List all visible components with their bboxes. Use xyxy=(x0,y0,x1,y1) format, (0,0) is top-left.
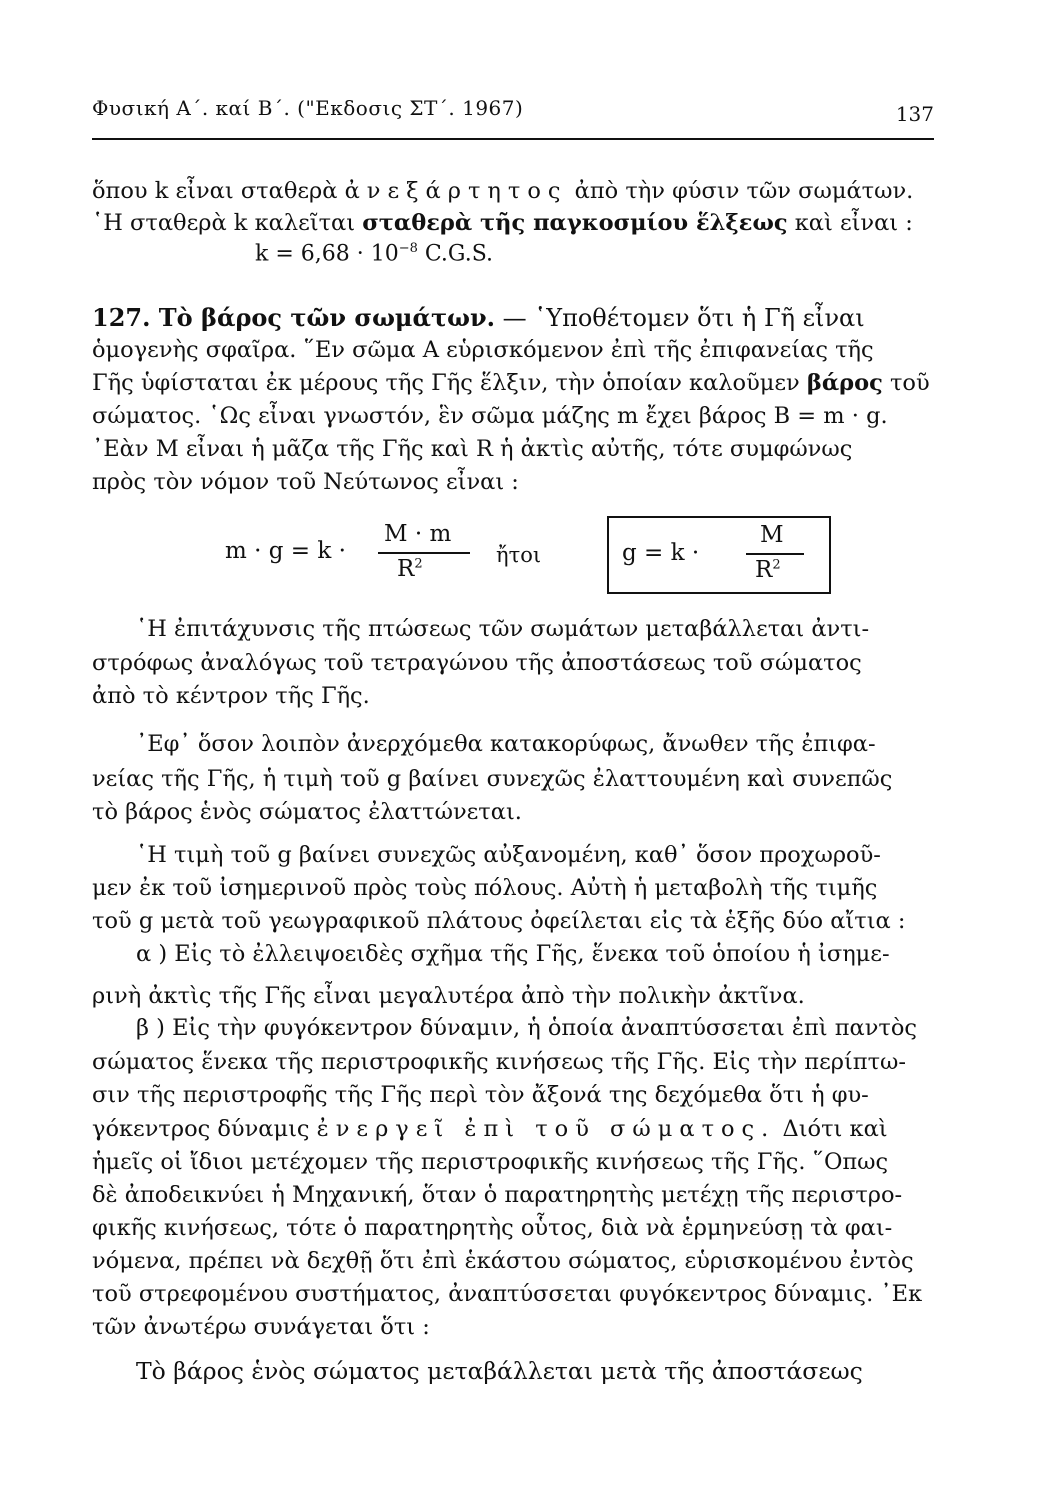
page-number: 137 xyxy=(895,102,934,126)
text-line: νόμενα, πρέπει νὰ δεχθῇ ὅτι ἐπὶ ἑκάστου σώματος, εὑρισκομένου ἐντὸς xyxy=(92,1248,914,1274)
formula-lhs: m · g = k · xyxy=(225,538,346,564)
text-line: μεν ἐκ τοῦ ἰσημερινοῦ πρὸς τοὺς πόλους. Αὐτὴ ἡ μεταβολὴ τῆς τιμῆς xyxy=(92,875,878,901)
emphasized-phrase: ἐνεργεῖ ἐπὶ τοῦ σώματος. xyxy=(316,1116,776,1142)
bold-term: βάρος xyxy=(806,370,883,396)
text-line: φικῆς κινήσεως, τότε ὁ παρατηρητὴς οὗτος, διὰ νὰ ἑρμηνεύσῃ τὰ φαι- xyxy=(92,1215,893,1241)
text-line: ῾Η ἐπιτάχυνσις τῆς πτώσεως τῶν σωμάτων μεταβάλλεται ἀντι- xyxy=(136,616,870,642)
list-item: α ) Εἰς τὸ ἐλλειψοειδὲς σχῆμα τῆς Γῆς, ἕνεκα τοῦ ὁποίου ἡ ἰσημε- xyxy=(136,941,890,967)
text-line: ρινὴ ἀκτὶς τῆς Γῆς εἶναι μεγαλυτέρα ἀπὸ τὴν πολικὴν ἀκτῖνα. xyxy=(92,983,805,1009)
fraction-denominator: $R^2$ xyxy=(397,556,423,582)
text-line: σιν τῆς περιστροφῆς τῆς Γῆς περὶ τὸν ἄξονά της δεχόμεθα ὅτι ἡ φυ- xyxy=(92,1082,869,1108)
formula-connector: ἤτοι xyxy=(496,543,542,567)
text-line: Τὸ βάρος ἑνὸς σώματος μεταβάλλεται μετὰ τῆς ἀποστάσεως xyxy=(136,1357,863,1385)
text-line: ὅπου k εἶναι σταθερὰ ἀνεξάρτητος ἀπὸ τὴν φύσιν τῶν σωμάτων. xyxy=(92,178,914,204)
text-line: τοῦ g μετὰ τοῦ γεωγραφικοῦ πλάτους ὀφείλεται εἰς τὰ ἑξῆς δύο αἴτια : xyxy=(92,908,906,934)
header-title: Φυσική Α΄. καί Β΄. ("Εκδοσις ΣΤ΄. 1967) xyxy=(92,96,524,120)
text-line: ἡμεῖς οἱ ἴδιοι μετέχομεν τῆς περιστροφικῆς κινήσεως τῆς Γῆς. ῞Οπως xyxy=(92,1149,889,1175)
text-line: ᾿Εὰν Μ εἶναι ἡ μᾶζα τῆς Γῆς καὶ R ἡ ἀκτὶς αὐτῆς, τότε συμφώνως xyxy=(92,436,853,462)
gravitational-constant-formula: $k = 6,68 \cdot 10^{-8}$ C.G.S. xyxy=(255,241,493,267)
text-line: τῶν ἀνωτέρω συνάγεται ὅτι : xyxy=(92,1314,430,1340)
boxed-fraction-denominator: $R^2$ xyxy=(755,557,781,583)
bold-term: σταθερὰ τῆς παγκοσμίου ἕλξεως xyxy=(362,210,788,236)
text-line: στρόφως ἀναλόγως τοῦ τετραγώνου τῆς ἀποστάσεως τοῦ σώματος xyxy=(92,650,862,676)
text-line: νείας τῆς Γῆς, ἡ τιμὴ τοῦ g βαίνει συνεχῶς ἐλαττουμένη καὶ συνεπῶς xyxy=(92,766,893,792)
text-line: ῾Η τιμὴ τοῦ g βαίνει συνεχῶς αὐξανομένη, καθ᾿ ὅσον προχωροῦ- xyxy=(136,842,881,868)
text-line: ᾿Εφ᾿ ὅσον λοιπὸν ἀνερχόμεθα κατακορύφως, ἄνωθεν τῆς ἐπιφα- xyxy=(136,731,876,757)
fraction-numerator: M · m xyxy=(384,521,452,547)
text-line: πρὸς τὸν νόμον τοῦ Νεύτωνος εἶναι : xyxy=(92,469,519,495)
boxed-fraction-numerator: M xyxy=(760,522,784,548)
text-line: ἀπὸ τὸ κέντρον τῆς Γῆς. xyxy=(92,683,370,709)
section-title: 127. Τὸ βάρος τῶν σωμάτων. xyxy=(92,303,495,332)
text-line: τοῦ στρεφομένου συστήματος, ἀναπτύσσεται φυγόκεντρος δύναμις. ᾿Εκ xyxy=(92,1281,923,1307)
boxed-formula-lhs: g = k · xyxy=(622,540,700,566)
text-line: ῾Η σταθερὰ k καλεῖται σταθερὰ τῆς παγκοσμίου ἕλξεως καὶ εἶναι : xyxy=(92,210,913,236)
text-line: γόκεντρος δύναμις ἐνεργεῖ ἐπὶ τοῦ σώματος. Διότι καὶ xyxy=(92,1116,888,1142)
text-line: σώματος. ῾Ως εἶναι γνωστόν, ἓν σῶμα μάζης m ἔχει βάρος B = m · g. xyxy=(92,403,888,429)
text-line: τὸ βάρος ἑνὸς σώματος ἐλαττώνεται. xyxy=(92,799,522,825)
list-item: β ) Εἰς τὴν φυγόκεντρον δύναμιν, ἡ ὁποία ἀναπτύσσεται ἐπὶ παντὸς xyxy=(136,1015,917,1041)
text-line: Γῆς ὑφίσταται ἐκ μέρους τῆς Γῆς ἕλξιν, τὴν ὁποίαν καλοῦμεν βάρος τοῦ xyxy=(92,370,930,396)
emphasized-word: ἀνεξάρτητος xyxy=(344,178,568,204)
text-line: σώματος ἕνεκα τῆς περιστροφικῆς κινήσεως τῆς Γῆς. Εἰς τὴν περίπτω- xyxy=(92,1049,906,1075)
text-line: δὲ ἀποδεικνύει ἡ Μηχανική, ὅταν ὁ παρατηρητὴς μετέχῃ τῆς περιστρο- xyxy=(92,1182,903,1208)
header-rule xyxy=(92,138,934,140)
running-header xyxy=(92,96,934,136)
text-line: ὁμογενὴς σφαῖρα. ῞Εν σῶμα Α εὑρισκόμενον ἐπὶ τῆς ἐπιφανείας τῆς xyxy=(92,337,874,363)
boxed-fraction-bar xyxy=(746,553,804,555)
section-heading: 127. Τὸ βάρος τῶν σωμάτων. — ῾Υποθέτομεν ὅτι ἡ Γῆ εἶναι xyxy=(92,303,865,332)
fraction-bar xyxy=(378,552,470,554)
